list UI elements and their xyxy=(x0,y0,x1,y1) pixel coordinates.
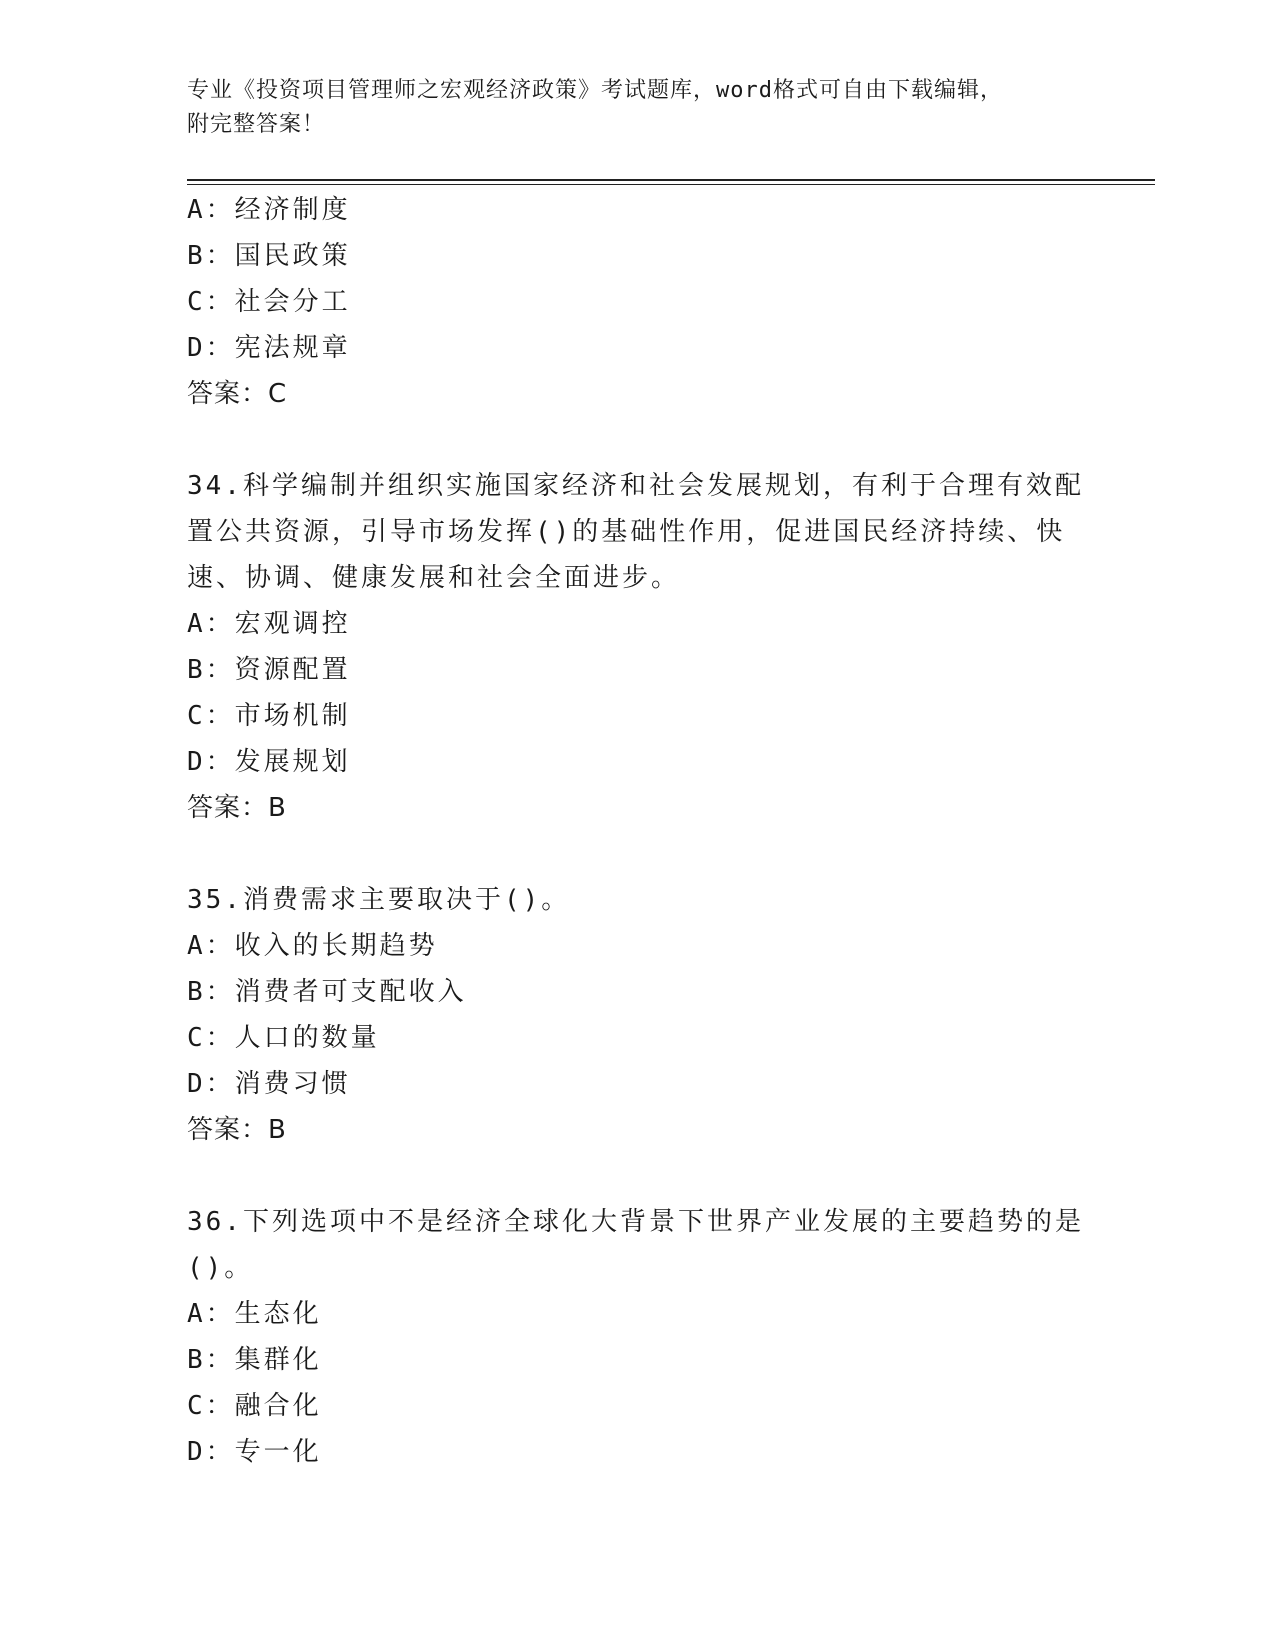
answer-line: 答案：C xyxy=(187,379,288,409)
header-divider-thin xyxy=(187,184,1155,185)
question-stem-line: 置公共资源，引导市场发挥()的基础性作用，促进国民经济持续、快 xyxy=(187,517,1066,547)
question-stem-line: 34.科学编制并组织实施国家经济和社会发展规划，有利于合理有效配 xyxy=(187,471,1084,501)
document-header-note xyxy=(187,74,1087,142)
question-block-35 xyxy=(187,877,1087,1153)
option-b: B：资源配置 xyxy=(187,655,351,685)
option-c: C：市场机制 xyxy=(187,701,351,731)
option-a: A：生态化 xyxy=(187,1299,322,1329)
option-d: D：消费习惯 xyxy=(187,1069,351,1099)
header-divider-thick xyxy=(187,179,1155,181)
header-note-line-2: 附完整答案！ xyxy=(187,112,326,137)
question-stem-line: 36.下列选项中不是经济全球化大背景下世界产业发展的主要趋势的是 xyxy=(187,1207,1084,1237)
question-stem-line: ()。 xyxy=(187,1253,254,1283)
answer-line: 答案：B xyxy=(187,1115,287,1145)
question-list xyxy=(187,187,1087,1475)
option-d: D：专一化 xyxy=(187,1437,322,1467)
option-b: B：国民政策 xyxy=(187,241,351,271)
question-stem-line: 速、协调、健康发展和社会全面进步。 xyxy=(187,563,681,593)
option-c: C：人口的数量 xyxy=(187,1023,380,1053)
option-b: B：集群化 xyxy=(187,1345,322,1375)
question-stem-line: 35.消费需求主要取决于()。 xyxy=(187,885,571,915)
spacer xyxy=(187,1153,1087,1199)
option-c: C：社会分工 xyxy=(187,287,351,317)
option-b: B：消费者可支配收入 xyxy=(187,977,467,1007)
header-note-line-1: 专业《投资项目管理师之宏观经济政策》考试题库，word格式可自由下载编辑， xyxy=(187,78,1003,103)
question-block-34 xyxy=(187,463,1087,831)
option-c: C：融合化 xyxy=(187,1391,322,1421)
option-d: D：宪法规章 xyxy=(187,333,351,363)
question-block-33 xyxy=(187,187,1087,417)
option-a: A：经济制度 xyxy=(187,195,351,225)
option-d: D：发展规划 xyxy=(187,747,351,777)
question-block-36 xyxy=(187,1199,1087,1475)
spacer xyxy=(187,417,1087,463)
option-a: A：宏观调控 xyxy=(187,609,351,639)
answer-line: 答案：B xyxy=(187,793,287,823)
spacer xyxy=(187,831,1087,877)
option-a: A：收入的长期趋势 xyxy=(187,931,438,961)
